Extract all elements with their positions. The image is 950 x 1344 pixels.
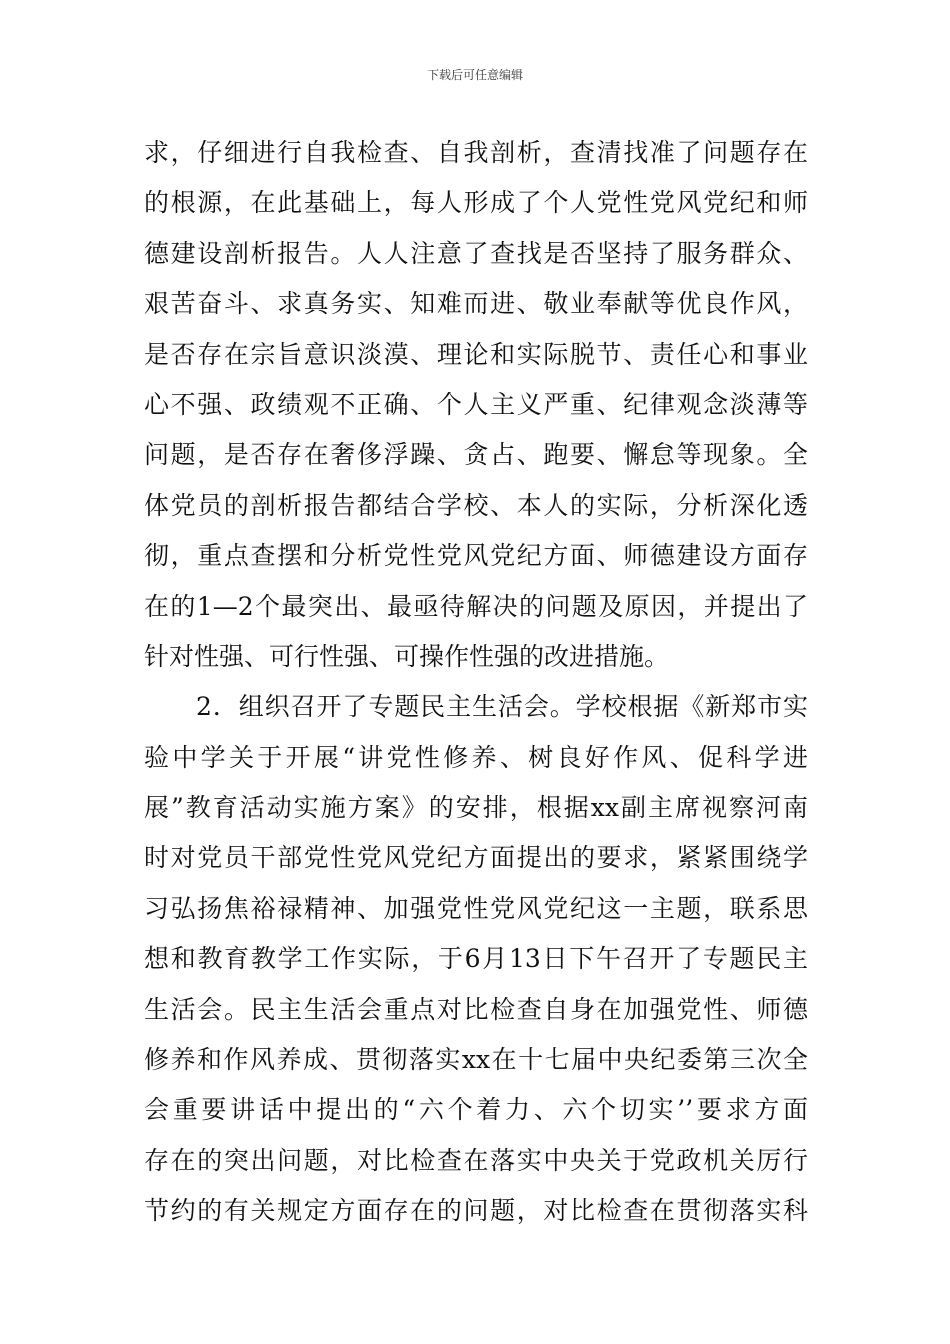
text-line: 会重要讲话中提出的“六个着力、六个切实’’要求方面 [144,1095,808,1125]
text-line: 节约的有关规定方面存在的问题，对比检查在贯彻落实科 [144,1196,808,1226]
text-line: 时对党员干部党性党风党纪方面提出的要求，紧紧围绕学 [144,843,808,873]
text-line: 修养和作风养成、贯彻落实xx在十七届中央纪委第三次全 [144,1045,808,1075]
text-line: 是否存在宗旨意识淡漠、理论和实际脱节、责任心和事业 [144,339,808,369]
text-line: 在的1—2个最突出、最亟待解决的问题及原因，并提出了 [144,591,808,621]
text-line: 2．组织召开了专题民主生活会。学校根据《新郑市实 [196,692,808,722]
text-line: 生活会。民主生活会重点对比检查自身在加强党性、师德 [144,994,808,1024]
paragraph-1 [144,128,808,682]
text-line: 求，仔细进行自我检查、自我剖析，查清找准了问题存在 [144,138,808,167]
text-line: 存在的突出问题，对比检查在落实中央关于党政机关厉行 [144,1145,808,1175]
document-body [144,128,808,1237]
text-line: 验中学关于开展“讲党性修养、树良好作风、促科学进 [144,742,808,772]
text-line: 彻，重点查摆和分析党性党风党纪方面、师德建设方面存 [144,541,808,571]
text-line: 艰苦奋斗、求真务实、知难而进、敬业奉献等优良作风， [144,289,808,319]
text-line: 德建设剖析报告。人人注意了查找是否坚持了服务群众、 [144,238,808,268]
text-line: 针对性强、可行性强、可操作性强的改进措施。 [144,641,670,671]
text-line: 问题，是否存在奢侈浮躁、贪占、跑要、懈怠等现象。全 [144,440,808,470]
text-line: 习弘扬焦裕禄精神、加强党性党风党纪这一主题，联系思 [144,893,808,923]
text-line: 的根源，在此基础上，每人形成了个人党性党风党纪和师 [144,188,808,218]
paragraph-2 [144,682,808,1236]
page-header: 下载后可任意编辑 [426,68,523,82]
text-line: 想和教育教学工作实际，于6月13日下午召开了专题民主 [144,944,808,974]
text-line: 心不强、政绩观不正确、个人主义严重、纪律观念淡薄等 [144,389,808,419]
text-line: 体党员的剖析报告都结合学校、本人的实际，分析深化透 [144,490,808,520]
text-line: 展”教育活动实施方案》的安排，根据xx副主席视察河南 [144,793,808,823]
